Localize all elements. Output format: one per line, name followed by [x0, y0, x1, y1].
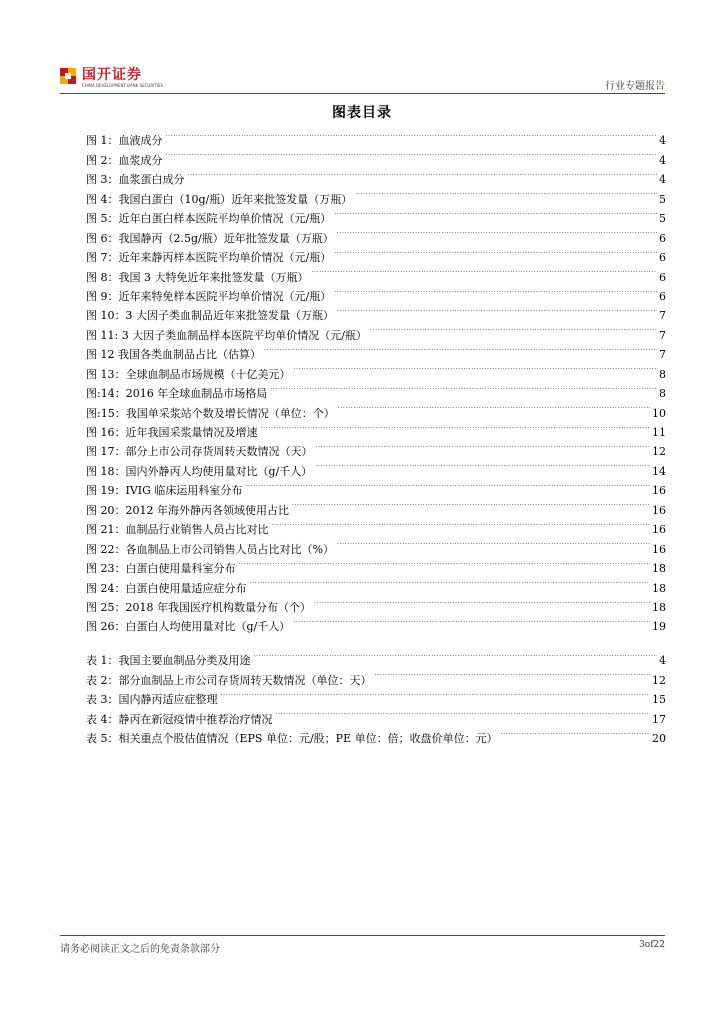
figure-entry[interactable] — [86, 222, 666, 245]
figure-entry-page-number: 18 — [652, 600, 666, 614]
figure-entry-label: 图 6：我国静丙（2.5g/瓶）近年批签发量（万瓶） — [86, 231, 334, 245]
figure-entry-label: 图 12 我国各类血制品占比（估算） — [86, 348, 261, 362]
dot-leader — [239, 553, 651, 572]
table-entry[interactable] — [86, 645, 666, 668]
logo-mark-icon — [60, 68, 76, 84]
table-list — [86, 645, 666, 746]
figure-entry[interactable] — [86, 378, 666, 401]
dot-leader — [254, 645, 658, 664]
figure-entry[interactable] — [86, 358, 666, 381]
figure-entry-label: 图 17：部分上市公司存货周转天数情况（天） — [86, 445, 313, 459]
figure-entry-page-number: 7 — [659, 309, 666, 323]
figure-entry-page-number: 16 — [652, 542, 666, 556]
page-number: 3of22 — [639, 940, 665, 950]
figure-entry-page-number: 7 — [659, 348, 666, 362]
figure-entry-page-number: 10 — [652, 406, 666, 420]
figure-entry[interactable] — [86, 533, 666, 556]
table-entry-label: 表 2：部分血制品上市公司存货周转天数情况（单位：天） — [86, 673, 372, 687]
figure-entry[interactable] — [86, 611, 666, 634]
dot-leader — [245, 475, 650, 494]
dot-leader — [501, 723, 650, 742]
figure-entry-page-number: 12 — [652, 445, 666, 459]
figure-entry-label: 图 5：近年白蛋白样本医院平均单价情况（元/瓶） — [86, 212, 332, 226]
table-entry-page-number: 17 — [652, 712, 666, 726]
figure-entry-label: 图 21：血制品行业销售人员占比对比 — [86, 523, 269, 537]
table-entry-label: 表 5：相关重点个股估值情况（EPS 单位：元/股；PE 单位：倍；收盘价单位：元） — [86, 732, 498, 746]
figure-entry-page-number: 16 — [652, 523, 666, 537]
dot-leader — [293, 611, 650, 630]
dot-leader — [370, 319, 657, 338]
figure-entry-page-number: 4 — [659, 173, 666, 187]
table-entry-label: 表 4：静丙在新冠疫情中推荐治疗情况 — [86, 712, 273, 726]
figure-entry[interactable] — [86, 592, 666, 614]
figure-entry-label: 图 4：我国白蛋白（10g/瓶）近年来批签发量（万瓶） — [86, 192, 353, 206]
figure-entry-label: 图 18：国内外静丙人均使用量对比（g/千人） — [86, 464, 313, 478]
figure-entry-page-number: 8 — [659, 387, 666, 401]
figure-entry-label: 图 9：近年来特免样本医院平均单价情况（元/瓶） — [86, 289, 332, 303]
figure-entry-label: 图 3：血浆蛋白成分 — [86, 173, 185, 187]
dot-leader — [188, 164, 658, 183]
dot-leader — [316, 436, 651, 455]
figure-entry-page-number: 6 — [659, 270, 666, 284]
figure-entry[interactable] — [86, 475, 666, 498]
figure-entry-label: 图 20：2012 年海外静丙各领域使用占比 — [86, 503, 289, 517]
dot-leader — [292, 494, 650, 513]
table-entry-page-number: 20 — [652, 732, 666, 746]
dot-leader — [294, 358, 658, 377]
dot-leader — [270, 378, 657, 397]
figure-entry-label: 图 26：白蛋白人均使用量对比（g/千人） — [86, 620, 291, 634]
dot-leader — [337, 222, 657, 241]
figure-entry[interactable] — [86, 553, 666, 576]
figure-entry-label: 图 13：全球血制品市场规模（十亿美元） — [86, 367, 291, 381]
figure-entry[interactable] — [86, 417, 666, 439]
figure-entry[interactable] — [86, 125, 666, 148]
page-title: 图表目录 — [332, 105, 392, 121]
figure-entry-label: 图:14：2016 年全球血制品市场格局 — [86, 387, 268, 401]
figure-entry-page-number: 5 — [659, 192, 666, 206]
figure-entry-label: 图:15：我国单采浆站个数及增长情况（单位：个） — [86, 406, 335, 420]
dot-leader — [264, 339, 657, 358]
figure-entry[interactable] — [86, 144, 666, 167]
figure-entry[interactable] — [86, 319, 666, 342]
figure-list — [86, 125, 666, 634]
figure-entry[interactable] — [86, 300, 666, 323]
figure-entry-label: 图 22：各血制品上市公司销售人员占比对比（%） — [86, 542, 334, 556]
footer-divider — [60, 935, 665, 936]
figure-entry[interactable] — [86, 164, 666, 187]
figure-entry-label: 图 7：近年来静丙样本医院平均单价情况（元/瓶） — [86, 251, 332, 265]
figure-entry[interactable] — [86, 397, 666, 420]
dot-leader — [315, 455, 650, 474]
figure-entry[interactable] — [86, 339, 666, 362]
page-header — [60, 58, 665, 98]
dot-leader — [334, 281, 657, 300]
table-entry[interactable] — [86, 703, 666, 726]
dot-leader — [355, 183, 657, 202]
table-entry-label: 表 1：我国主要血制品分类及用途 — [86, 654, 251, 668]
figure-entry-page-number: 7 — [659, 328, 666, 342]
figure-entry[interactable] — [86, 572, 666, 595]
figure-entry-label: 图 11: 3 大因子类血制品样本医院平均单价情况（元/瓶） — [86, 328, 367, 342]
figure-entry-label: 图 16：近年我国采浆量情况及增速 — [86, 426, 258, 439]
dot-leader — [314, 592, 650, 611]
dot-leader — [272, 514, 651, 533]
dot-leader — [337, 533, 650, 552]
dot-leader — [334, 242, 657, 261]
figure-entry[interactable] — [86, 281, 666, 303]
figure-entry-page-number: 6 — [659, 231, 666, 245]
table-entry-page-number: 15 — [652, 693, 666, 707]
dot-leader — [337, 300, 657, 319]
dot-leader — [276, 703, 651, 722]
figure-entry-label: 图 2：血浆成分 — [86, 153, 163, 167]
figure-entry[interactable] — [86, 436, 666, 459]
dot-leader — [250, 572, 651, 591]
header-divider — [60, 93, 665, 94]
figure-entry-page-number: 16 — [652, 484, 666, 498]
figure-entry-page-number: 11 — [652, 426, 666, 439]
figure-entry-page-number: 19 — [652, 620, 666, 634]
table-entry[interactable] — [86, 723, 666, 746]
figure-entry[interactable] — [86, 242, 666, 265]
figure-entry-label: 图 25：2018 年我国医疗机构数量分布（个） — [86, 600, 311, 614]
table-entry-label: 表 3：国内静丙适应症整理 — [86, 693, 218, 707]
figure-entry[interactable] — [86, 203, 666, 226]
dot-leader — [312, 261, 658, 280]
figure-entry-page-number: 6 — [659, 289, 666, 303]
disclaimer-note: 请务必阅读正文之后的免责条款部分 — [60, 944, 220, 955]
figure-entry-page-number: 16 — [652, 503, 666, 517]
figure-entry-page-number: 4 — [659, 134, 666, 148]
table-entry-page-number: 12 — [652, 673, 666, 687]
table-entry[interactable] — [86, 664, 666, 687]
dot-leader — [166, 144, 658, 163]
report-type: 行业专题报告 — [605, 81, 665, 92]
dot-leader — [375, 664, 651, 683]
dot-leader — [334, 203, 657, 222]
company-logo — [60, 64, 220, 92]
figure-entry-label: 图 19：IVIG 临床运用科室分布 — [86, 484, 243, 498]
figure-entry-label: 图 10：3 大因子类血制品近年来批签发量（万瓶） — [86, 309, 334, 323]
figure-entry-page-number: 14 — [652, 464, 666, 478]
figure-entry-label: 图 8：我国 3 大特免近年来批签发量（万瓶） — [86, 270, 309, 284]
figure-entry[interactable] — [86, 514, 666, 537]
brand-subtitle: CHINA DEVELOPMENT BANK SECURITIES — [82, 83, 163, 88]
table-entry-page-number: 4 — [659, 654, 666, 668]
dot-leader — [166, 125, 658, 144]
figure-entry-page-number: 18 — [652, 581, 666, 595]
table-entry[interactable] — [86, 684, 666, 707]
dot-leader — [338, 397, 650, 416]
dot-leader — [261, 417, 651, 436]
figure-entry-page-number: 18 — [652, 562, 666, 576]
figure-entry-label: 图 24：白蛋白使用量适应症分布 — [86, 581, 247, 595]
figure-entry-page-number: 5 — [659, 212, 666, 226]
figure-entry[interactable] — [86, 183, 666, 206]
figure-entry-page-number: 8 — [659, 367, 666, 381]
brand-name: 国开证券 — [82, 67, 142, 83]
figure-entry[interactable] — [86, 494, 666, 517]
figure-entry[interactable] — [86, 455, 666, 478]
figure-entry-label: 图 23：白蛋白使用量科室分布 — [86, 562, 236, 576]
figure-entry-page-number: 6 — [659, 251, 666, 265]
figure-entry[interactable] — [86, 261, 666, 284]
figure-entry-label: 图 1：血液成分 — [86, 134, 163, 148]
dot-leader — [221, 684, 651, 703]
figure-entry-page-number: 4 — [659, 153, 666, 167]
